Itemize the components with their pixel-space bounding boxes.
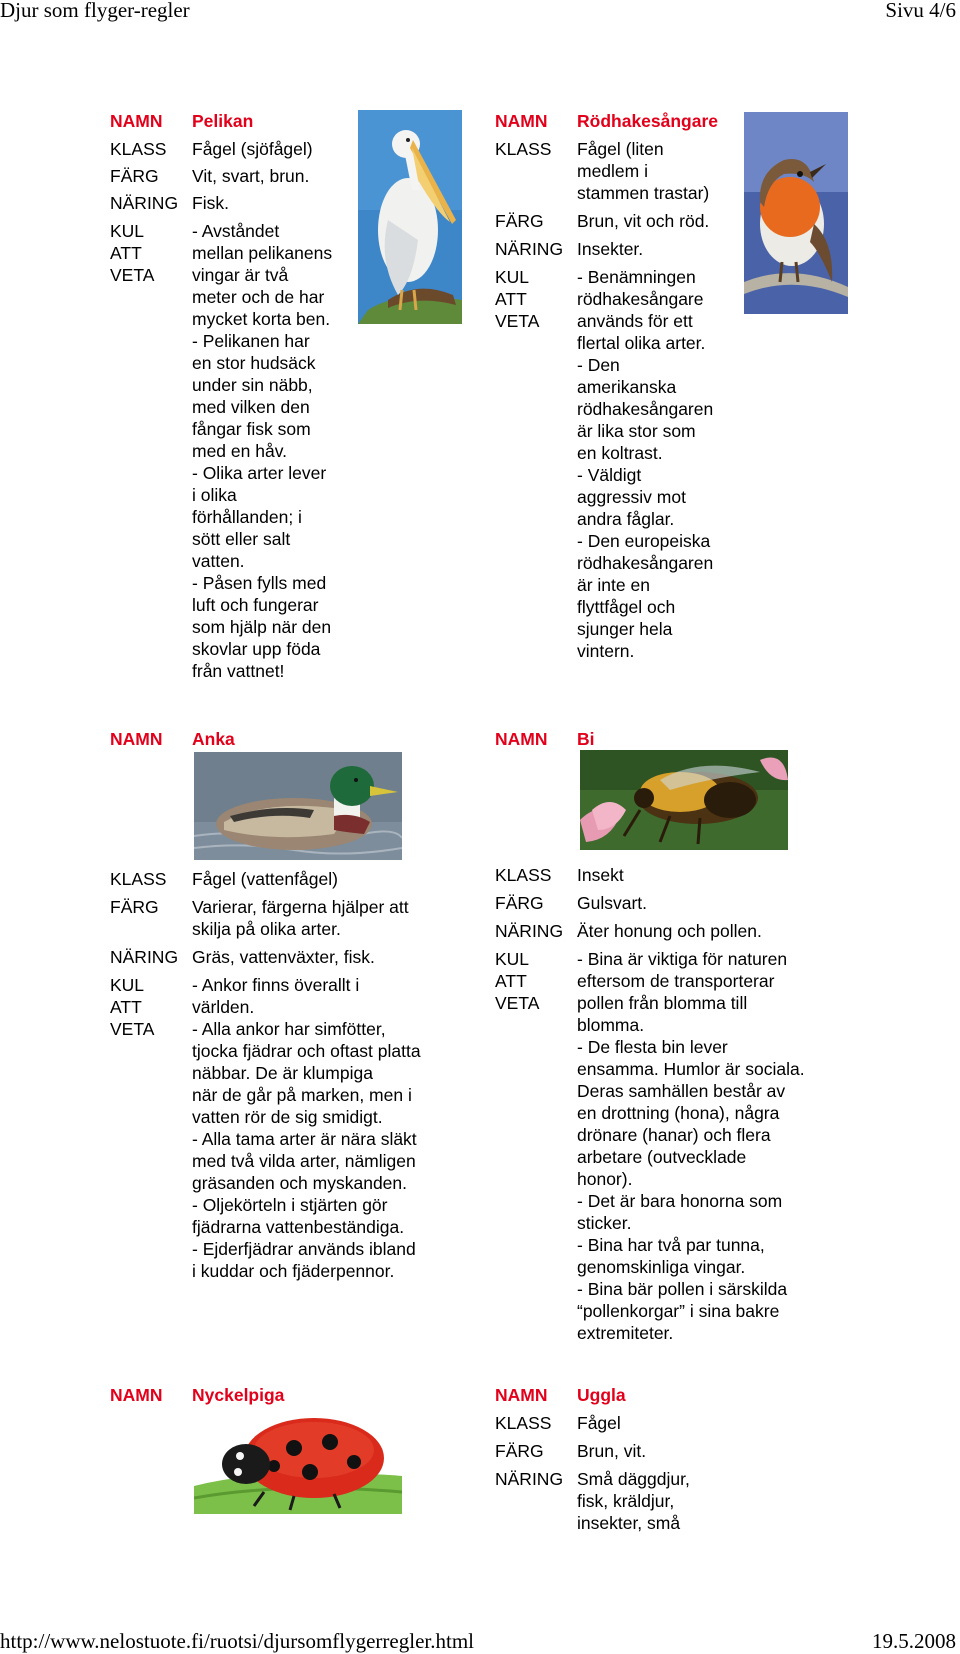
name-row bbox=[495, 110, 745, 132]
facts-row bbox=[110, 974, 460, 1282]
entry-bi bbox=[495, 864, 855, 1350]
facts-label: KUL ATT VETA bbox=[495, 267, 540, 331]
food-label: NÄRING bbox=[495, 239, 564, 259]
entry-pelikan bbox=[110, 110, 360, 688]
class-label: KLASS bbox=[495, 865, 552, 885]
facts-label: KUL ATT VETA bbox=[110, 221, 155, 285]
facts-text: - Benämningen rödhakesångare används för ett flertal olika arter. - Den amerikanska rödhakesångaren är lika stor som en koltrast. - Väldigt aggressiv mot andra fåglar. - Den europeiska rödhakesångaren är inte en flyttfågel och sjunger hela vintern. bbox=[577, 267, 714, 661]
footer-date: 19.5.2008 bbox=[872, 1629, 956, 1653]
color-value: Vit, svart, brun. bbox=[192, 166, 310, 186]
footer-url: http://www.nelostuote.fi/ruotsi/djursomflygerregler.html bbox=[0, 1629, 474, 1653]
name-row bbox=[495, 728, 795, 750]
food-value: Insekter. bbox=[577, 239, 644, 259]
food-label: NÄRING bbox=[495, 1469, 564, 1489]
facts-text: - Ankor finns överallt i världen. - Alla ankor har simfötter, tjocka fjädrar och oftast platta näbbar. De är klumpiga när de går på marken, men i vatten rör de sig smidigt. - Alla tama arter är nära släkt med två vilda arter, nämligen gräsanden och myskanden. - Oljekörteln i stjärten gör fjädrarna vattenbeständiga. - Ejderfjädrar används ibland i kuddar och fjäderpennor. bbox=[192, 975, 421, 1281]
page-header-title: Djur som flyger-regler bbox=[0, 0, 190, 22]
name-row bbox=[110, 1384, 410, 1406]
class-label: KLASS bbox=[495, 139, 552, 159]
name-label: NAMN bbox=[495, 729, 548, 749]
food-value: Fisk. bbox=[192, 193, 229, 213]
class-value: Insekt bbox=[577, 865, 624, 885]
class-label: KLASS bbox=[110, 139, 167, 159]
class-value: Fågel (sjöfågel) bbox=[192, 139, 313, 159]
entry-anka bbox=[110, 868, 460, 1288]
class-value: Fågel bbox=[577, 1413, 621, 1433]
class-row bbox=[495, 138, 745, 204]
color-label: FÄRG bbox=[495, 1441, 544, 1461]
name-label: NAMN bbox=[110, 1385, 163, 1405]
food-row bbox=[110, 192, 360, 214]
food-value: Äter honung och pollen. bbox=[577, 921, 762, 941]
robin-image bbox=[744, 112, 848, 314]
color-value: Brun, vit. bbox=[577, 1441, 647, 1461]
class-value: Fågel (vattenfågel) bbox=[192, 869, 338, 889]
pelican-image bbox=[358, 110, 462, 324]
animal-name: Pelikan bbox=[192, 111, 254, 131]
food-label: NÄRING bbox=[110, 193, 179, 213]
food-row bbox=[110, 946, 460, 968]
color-label: FÄRG bbox=[110, 166, 159, 186]
animal-name: Anka bbox=[192, 729, 235, 749]
entry-uggla bbox=[495, 1384, 795, 1540]
food-row bbox=[495, 1468, 795, 1534]
food-value: Små däggdjur, fisk, kräldjur, insekter, små bbox=[577, 1469, 690, 1533]
class-row bbox=[495, 1412, 795, 1434]
name-label: NAMN bbox=[110, 729, 163, 749]
class-value: Fågel (liten medlem i stammen trastar) bbox=[577, 139, 710, 203]
food-label: NÄRING bbox=[495, 921, 564, 941]
color-row bbox=[110, 165, 360, 187]
color-value: Varierar, färgerna hjälper att skilja på olika arter. bbox=[192, 897, 409, 939]
name-label: NAMN bbox=[495, 1385, 548, 1405]
facts-row bbox=[110, 220, 360, 682]
class-label: KLASS bbox=[495, 1413, 552, 1433]
name-label: NAMN bbox=[495, 111, 548, 131]
food-row bbox=[495, 920, 855, 942]
color-row bbox=[495, 1440, 795, 1462]
entry-rodhakesangare bbox=[495, 110, 745, 668]
facts-row bbox=[495, 948, 855, 1344]
facts-row bbox=[495, 266, 745, 662]
color-value: Brun, vit och röd. bbox=[577, 211, 710, 231]
page-number: Sivu 4/6 bbox=[885, 0, 956, 22]
animal-name: Rödhakesångare bbox=[577, 111, 719, 131]
color-label: FÄRG bbox=[495, 211, 544, 231]
food-value: Gräs, vattenväxter, fisk. bbox=[192, 947, 375, 967]
facts-label: KUL ATT VETA bbox=[110, 975, 155, 1039]
color-row bbox=[110, 896, 460, 940]
color-label: FÄRG bbox=[110, 897, 159, 917]
class-row bbox=[110, 868, 460, 890]
animal-name: Uggla bbox=[577, 1385, 626, 1405]
name-row bbox=[110, 728, 410, 750]
facts-label: KUL ATT VETA bbox=[495, 949, 540, 1013]
class-label: KLASS bbox=[110, 869, 167, 889]
food-row bbox=[495, 238, 745, 260]
color-label: FÄRG bbox=[495, 893, 544, 913]
color-row bbox=[495, 210, 745, 232]
ladybug-image bbox=[194, 1406, 402, 1514]
color-value: Gulsvart. bbox=[577, 893, 648, 913]
name-label: NAMN bbox=[110, 111, 163, 131]
bee-image bbox=[580, 750, 788, 850]
facts-text: - Avståndet mellan pelikanens vingar är två meter och de har mycket korta ben. - Pelikanen har en stor hudsäck under sin näbb, med vilken den fångar fisk som med en håv. - Olika arter lever i olika förhållanden; i sött eller salt vatten. - Påsen fylls med luft och fungerar som hjälp när den skovlar upp föda från vattnet! bbox=[192, 221, 333, 681]
animal-name: Bi bbox=[577, 729, 595, 749]
color-row bbox=[495, 892, 855, 914]
food-label: NÄRING bbox=[110, 947, 179, 967]
class-row bbox=[495, 864, 855, 886]
class-row bbox=[110, 138, 360, 160]
name-row bbox=[110, 110, 360, 132]
duck-image bbox=[194, 752, 402, 860]
animal-name: Nyckelpiga bbox=[192, 1385, 285, 1405]
name-row bbox=[495, 1384, 795, 1406]
facts-text: - Bina är viktiga för naturen eftersom de transporterar pollen från blomma till blomma. - De flesta bin lever ensamma. Humlor är sociala. Deras samhällen består av en drottning (hona), några drönare (hanar) och flera arbetare (outvecklade honor). - Det är bara honorna som sticker. - Bina har två par tunna, genomskinliga vingar. - Bina bär pollen i särskilda “pollenkorgar” i sina bakre extremiteter. bbox=[577, 949, 805, 1343]
